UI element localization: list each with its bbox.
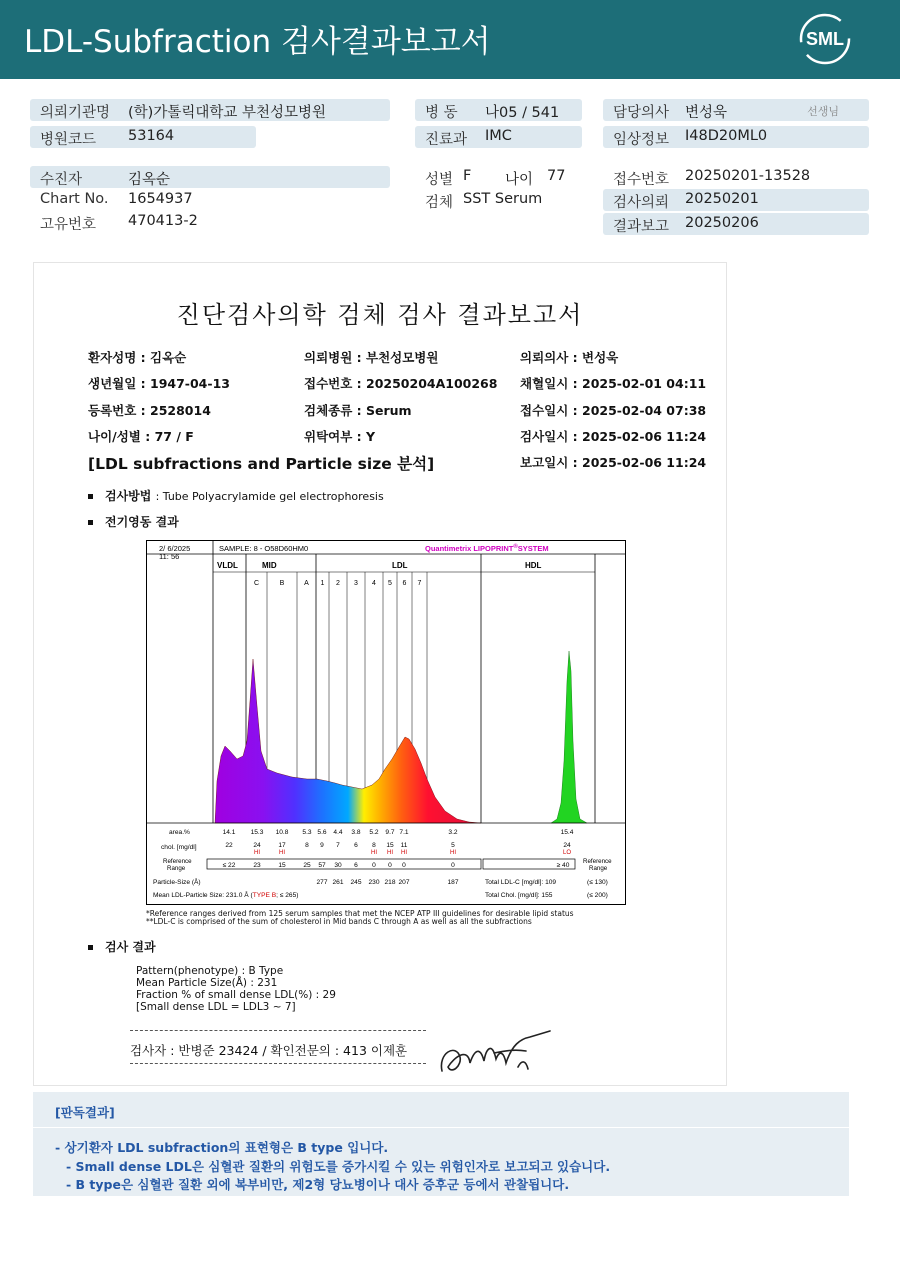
area-cell: 9.7 bbox=[385, 829, 395, 836]
ref-box-left bbox=[207, 859, 481, 869]
lab-report-scan bbox=[33, 262, 727, 1086]
ref-cell: 0 bbox=[372, 862, 376, 869]
divider-bottom bbox=[130, 1063, 426, 1064]
chol-cell: 11 bbox=[400, 842, 408, 849]
fraction-line: Fraction % of small dense LDL(%) : 29 bbox=[136, 989, 336, 1001]
report-time: 보고일시 : 2025-02-06 11:24 bbox=[520, 455, 707, 470]
judgement-divider bbox=[33, 1127, 849, 1128]
band-label-7: 7 bbox=[417, 580, 422, 587]
consign-flag: 위탁여부 : Y bbox=[304, 429, 376, 444]
psize-cell: 218 bbox=[384, 879, 396, 886]
pattern-line: Pattern(phenotype) : B Type bbox=[136, 965, 284, 977]
psize-cell: 245 bbox=[350, 879, 362, 886]
analysis-section-title: [LDL subfractions and Particle size 분석] bbox=[88, 455, 435, 473]
band-label-3: 3 bbox=[354, 580, 358, 587]
row-label-psize: Particle-Size (Å) bbox=[153, 879, 201, 886]
band-label-B: B bbox=[279, 580, 285, 587]
clinical-row: 임상정보 I48D20ML0 bbox=[603, 126, 869, 148]
registration-number: 등록번호 : 2528014 bbox=[88, 403, 211, 418]
chart-date: 2/ 6/2025 bbox=[159, 544, 191, 553]
spectrum-area bbox=[215, 659, 481, 823]
patient-name: 환자성명 : 김옥순 bbox=[88, 350, 187, 365]
judgement-panel bbox=[33, 1092, 849, 1196]
ref-right-2: Range bbox=[589, 865, 608, 872]
chol-cell: 6 bbox=[354, 842, 358, 849]
psize-cell: 187 bbox=[447, 879, 459, 886]
judgement-line-1: - 상기환자 LDL subfraction의 표현형은 B type 입니다. bbox=[55, 1140, 389, 1155]
bullet-icon bbox=[88, 945, 93, 950]
sml-logo bbox=[796, 10, 854, 68]
group-hdl: HDL bbox=[525, 561, 542, 570]
mean-size-text: Mean LDL-Particle Size: 231.0 Å (TYPE B; ≤ 265) bbox=[153, 892, 299, 899]
footnote-2: **LDL-C is comprised of the sum of cholesterol in Mid bands C through A as well as all the subfractions bbox=[146, 917, 532, 926]
group-mid: MID bbox=[262, 561, 277, 570]
chol-cell: 8 bbox=[372, 842, 376, 849]
bullet-icon bbox=[88, 520, 93, 525]
total-chol-ref: (≤ 200) bbox=[587, 892, 608, 899]
chart-svg bbox=[147, 541, 625, 904]
age-sex: 나이/성별 : 77 / F bbox=[88, 429, 194, 444]
hospital-code-row: 병원코드 53164 bbox=[30, 126, 256, 148]
area-cell: 5.2 bbox=[369, 829, 379, 836]
chol-cell: 15 bbox=[386, 842, 394, 849]
psize-cell: 261 bbox=[332, 879, 344, 886]
chol-cell: 7 bbox=[336, 842, 340, 849]
lipoprint-chart bbox=[146, 540, 626, 905]
band-label-A: A bbox=[304, 580, 309, 587]
total-ldl-ref: (≤ 130) bbox=[587, 879, 608, 886]
band-label-4: 4 bbox=[372, 580, 376, 587]
sex-age-row: 성별 F 나이 77 bbox=[425, 168, 566, 188]
birth-date: 생년월일 : 1947-04-13 bbox=[88, 376, 230, 391]
report-title: 진단검사의학 검체 검사 결과보고서 bbox=[176, 301, 584, 329]
chart-sample: SAMPLE: 8 - O58D60HM0 bbox=[219, 544, 309, 553]
ref-cell: 0 bbox=[388, 862, 392, 869]
area-cell: 10.8 bbox=[275, 829, 289, 836]
ref-cell: 15 bbox=[278, 862, 286, 869]
psize-cell: 230 bbox=[368, 879, 380, 886]
ref-cell: ≥ 40 bbox=[556, 862, 570, 869]
flag-cell: HI bbox=[450, 850, 456, 856]
chol-cell: 8 bbox=[305, 842, 309, 849]
area-cell: 7.1 bbox=[399, 829, 409, 836]
ref-cell: 23 bbox=[253, 862, 261, 869]
judgement-line-3: - B type은 심혈관 질환 외에 복부비만, 제2형 당뇨병이나 대사 증후군 등에서 관찰됩니다. bbox=[66, 1177, 570, 1192]
chol-cell: 5 bbox=[451, 842, 455, 849]
bullet-icon bbox=[88, 494, 93, 499]
chart-brand: Quantimetrix LIPOPRINT®SYSTEM bbox=[425, 544, 549, 553]
ref-right-1: Reference bbox=[583, 858, 612, 865]
chol-cell: 24 bbox=[563, 842, 571, 849]
patient-row: 수진자 김옥순 bbox=[30, 166, 390, 188]
flag-cell: HI bbox=[254, 850, 260, 856]
band-label-2: 2 bbox=[336, 580, 340, 587]
report-date-row: 결과보고 20250206 bbox=[603, 213, 869, 235]
page-title: LDL-Subfraction 검사결과보고서 bbox=[24, 24, 491, 60]
ref-cell: 57 bbox=[318, 862, 326, 869]
chol-cell: 9 bbox=[320, 842, 324, 849]
row-label-chol: chol. [mg/dl] bbox=[161, 844, 197, 851]
band-label-1: 1 bbox=[320, 580, 325, 587]
req-doctor: 의뢰의사 : 변성욱 bbox=[520, 350, 619, 365]
area-cell: 15.4 bbox=[560, 829, 574, 836]
specimen-type: 검체종류 : Serum bbox=[304, 403, 412, 418]
small-dense-line: [Small dense LDL = LDL3 ~ 7] bbox=[136, 1001, 296, 1013]
flag-cell: HI bbox=[279, 850, 285, 856]
flag-cell: HI bbox=[387, 850, 393, 856]
row-label-area: area.% bbox=[169, 829, 190, 836]
test-time: 검사일시 : 2025-02-06 11:24 bbox=[520, 429, 707, 444]
ref-cell: 30 bbox=[334, 862, 342, 869]
band-label-5: 5 bbox=[388, 580, 392, 587]
area-cell: 5.6 bbox=[317, 829, 327, 836]
area-cell: 3.8 bbox=[351, 829, 361, 836]
area-cell: 5.3 bbox=[302, 829, 312, 836]
doctor-row: 담당의사 변성욱 선생님 bbox=[603, 99, 869, 121]
chart-no-row: Chart No. 1654937 bbox=[40, 191, 193, 207]
accession-row: 접수번호 20250201-13528 bbox=[613, 168, 811, 188]
mean-size-line: Mean Particle Size(Å) : 231 bbox=[136, 977, 278, 989]
chol-cell: 22 bbox=[225, 842, 233, 849]
ward-row: 병 동 나05 / 541 bbox=[415, 99, 582, 121]
judgement-line-2: - Small dense LDL은 심혈관 질환의 위험도를 증가시킬 수 있는 위험인자로 보고되고 있습니다. bbox=[66, 1159, 611, 1174]
collect-time: 채혈일시 : 2025-02-01 04:11 bbox=[520, 376, 707, 391]
group-vldl: VLDL bbox=[217, 561, 238, 570]
area-cell: 14.1 bbox=[222, 829, 236, 836]
specimen-row: 검체 SST Serum bbox=[425, 191, 543, 211]
chart-time: 11: 56 bbox=[159, 552, 180, 561]
unique-no-row: 고유번호 470413-2 bbox=[40, 213, 198, 233]
method-line: 검사방법 : Tube Polyacrylamide gel electrophoresis bbox=[88, 487, 384, 504]
chol-cell: 17 bbox=[278, 842, 286, 849]
judgement-title: [판독결과] bbox=[55, 1105, 115, 1120]
area-cell: 4.4 bbox=[333, 829, 343, 836]
band-label-C: C bbox=[253, 580, 260, 587]
ref-cell: 6 bbox=[354, 862, 358, 869]
psize-cell: 207 bbox=[398, 879, 410, 886]
ref-cell: 0 bbox=[402, 862, 406, 869]
request-date-row: 검사의뢰 20250201 bbox=[603, 189, 869, 211]
total-ldl: Total LDL-C [mg/dl]: 109 bbox=[485, 879, 557, 886]
result-heading: 검사 결과 bbox=[88, 938, 156, 955]
chol-cell: 24 bbox=[253, 842, 261, 849]
signer-line: 검사자 : 반병준 23424 / 확인전문의 : 413 이제훈 bbox=[130, 1043, 408, 1058]
ref-cell: ≤ 22 bbox=[222, 862, 236, 869]
footnote-1: *Reference ranges derived from 125 serum samples that met the NCEP ATP III guidelines for desirable lipid status bbox=[146, 909, 574, 918]
row-label-ref1: Reference bbox=[163, 858, 192, 865]
ref-cell: 0 bbox=[451, 862, 455, 869]
svg-text:SML: SML bbox=[806, 29, 844, 49]
hdl-peak bbox=[551, 651, 587, 823]
req-hospital: 의뢰병원 : 부천성모병원 bbox=[304, 350, 439, 365]
signature-mark bbox=[434, 1023, 554, 1083]
dept-row: 진료과 IMC bbox=[415, 126, 582, 148]
request-org-row: 의뢰기관명 (학)가톨릭대학교 부천성모병원 bbox=[30, 99, 390, 121]
psize-cell: 277 bbox=[316, 879, 328, 886]
area-cell: 3.2 bbox=[448, 829, 458, 836]
row-label-ref2: Range bbox=[167, 865, 186, 872]
divider-top bbox=[130, 1030, 426, 1031]
receipt-number: 접수번호 : 20250204A100268 bbox=[304, 376, 498, 391]
total-chol: Total Chol. [mg/dl]: 155 bbox=[485, 892, 553, 899]
flag-cell: HI bbox=[401, 850, 407, 856]
flag-cell: LO bbox=[562, 850, 572, 856]
receipt-time: 접수일시 : 2025-02-04 07:38 bbox=[520, 403, 707, 418]
ref-cell: 25 bbox=[303, 862, 311, 869]
title-bar bbox=[0, 0, 900, 79]
group-ldl: LDL bbox=[392, 561, 408, 570]
electrophoresis-heading: 전기영동 결과 bbox=[88, 513, 179, 530]
flag-cell: HI bbox=[371, 850, 377, 856]
band-label-6: 6 bbox=[402, 580, 407, 587]
area-cell: 15.3 bbox=[250, 829, 264, 836]
